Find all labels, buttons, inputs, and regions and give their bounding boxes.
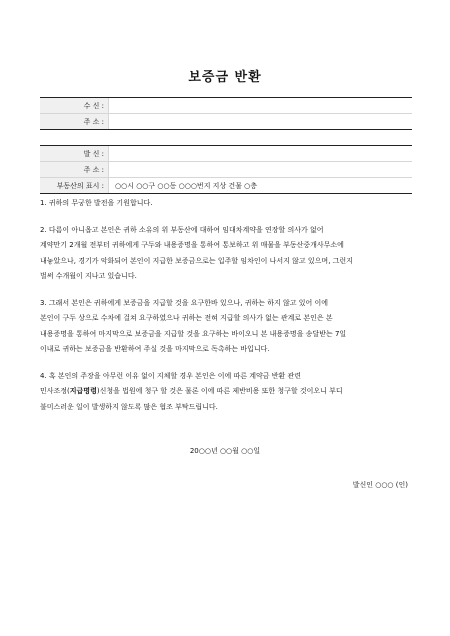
paragraph-2-line: 벌써 수개월이 지나고 있습니다. (40, 272, 137, 280)
property-label: 부동산의 표시 : (40, 178, 109, 194)
paragraph-2-line: 계약만기 2개월 전부터 귀하에게 구두와 내용증명을 통하여 통보하고 위 매물을 부동산중개사무소에 (40, 241, 344, 249)
recipient-address-value (109, 114, 413, 130)
paragraph-1 (40, 196, 420, 212)
paragraph-3-line: 내용증명을 통하여 마지막으로 보증금을 지급할 것을 요구하는 바이오니 본 내용증명을 송달받는 7일 (40, 329, 347, 338)
paragraph-3-line: 이내로 귀하는 보증금을 반환하여 주실 것을 마지막으로 독촉하는 바입니다. (40, 345, 270, 353)
paragraph-2-line: 내놓았으나, 경기가 악화되어 본인이 지급한 보증금으로는 입주할 임차인이 나서지 않고 있으며, 그런지 (40, 256, 353, 265)
paragraph-1-text: 1. 귀하의 무궁한 발전을 기원합니다. (40, 199, 153, 207)
letter-body (40, 196, 420, 426)
sender-signature: 발신인 ○○○ (인) (352, 481, 408, 489)
paragraph-4-line-end: )신청을 법원에 청구 할 것은 물론 이에 따른 제반비용 또한 청구할 것이오니 부디 (96, 387, 343, 395)
property-value: ○○시 ○○구 ○○동 ○○○번지 지상 건물 ○층 (109, 178, 413, 194)
document-title: 보증금 반환 (188, 70, 262, 85)
paragraph-3 (40, 296, 420, 358)
paragraph-4-line: 4. 혹 본인의 주장을 아무런 이유 없이 지체할 경우 본인은 이에 따른 계약금 반환 관련 (40, 371, 301, 380)
paragraph-4-line: 불미스러운 일이 발생하지 않도록 많은 협조 부탁드립니다. (40, 402, 218, 411)
paragraph-2-line: 2. 다름이 아니옵고 본인은 귀하 소유의 위 부동산에 대하여 임대차계약을 연장할 의사가 없어 (40, 225, 324, 234)
paragraph-2 (40, 223, 420, 285)
letter-date: 20○○년 ○○월 ○○일 (189, 447, 261, 455)
recipient-address-label: 주 소 : (40, 114, 109, 130)
paragraph-3-line: 본인이 구두 상으로 수차에 걸쳐 요구하였으나 귀하는 전혀 지급할 의사가 없는 관계로 본인은 본 (40, 314, 333, 322)
payment-order-emphasis: 지급명령 (69, 387, 97, 395)
sender-value (109, 146, 413, 162)
paragraph-4-line-start: 민사조정( (40, 387, 70, 395)
sender-address-label: 주 소 : (40, 162, 109, 178)
sender-address-value (109, 162, 413, 178)
recipient-label: 수 신 : (40, 98, 109, 114)
paragraph-3-line: 3. 그래서 본인은 귀하에게 보증금을 지급할 것을 요구한바 있으나, 귀하는 하지 않고 있어 이에 (40, 298, 329, 307)
paragraph-4 (40, 369, 420, 416)
address-table (40, 97, 412, 194)
recipient-value (109, 98, 413, 114)
sender-label: 발 신 : (40, 146, 109, 162)
